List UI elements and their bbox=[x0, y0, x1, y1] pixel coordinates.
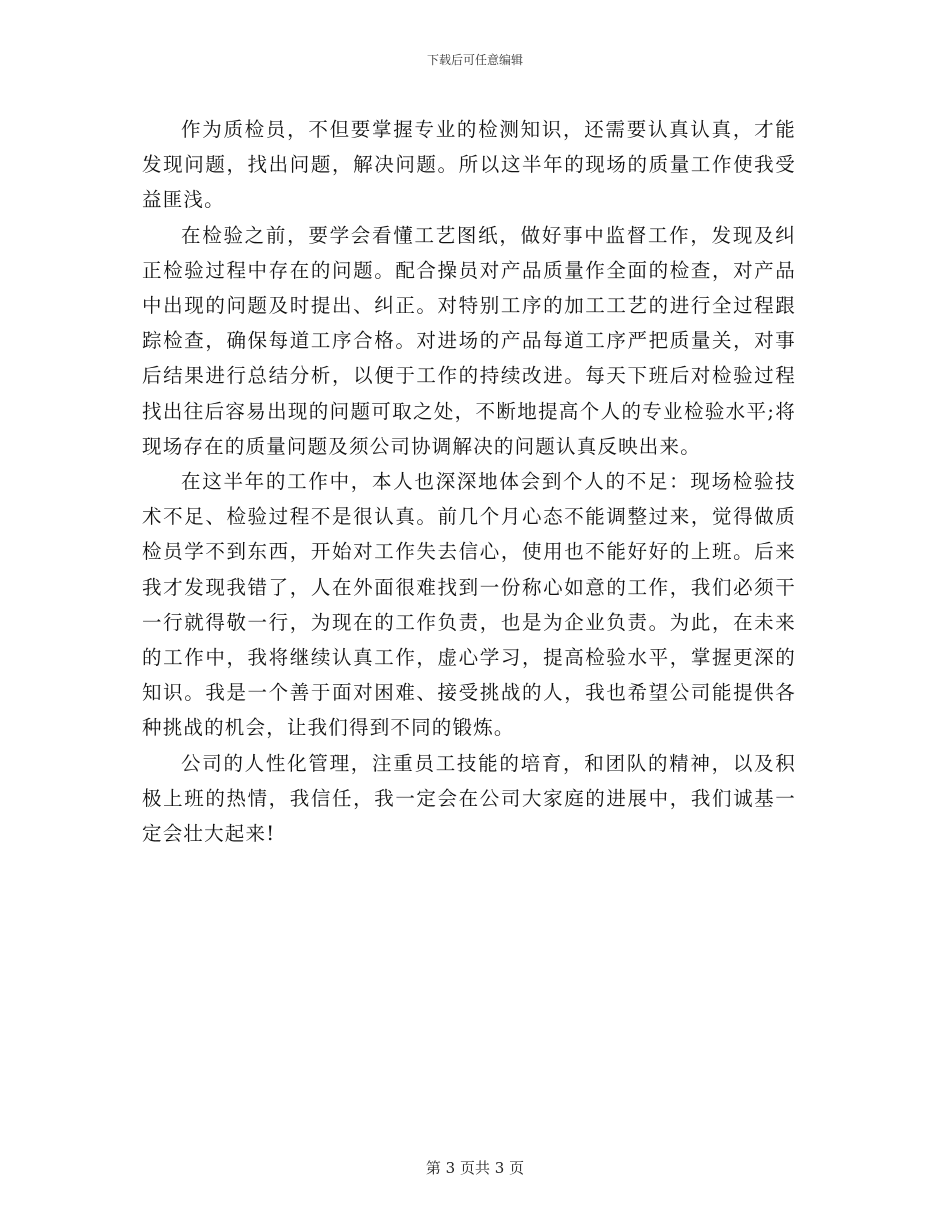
paragraph-3: 在这半年的工作中，本人也深深地体会到个人的不足：现场检验技术不足、检验过程不是很认真。前几个月心态不能调整过来，觉得做质检员学不到东西，开始对工作失去信心，使用也不能好好的上班。后来我才发现我错了，人在外面很难找到一份称心如意的工作，我们必须干一行就得敬一行，为现在的工作负责，也是为企业负责。为此，在未来的工作中，我将继续认真工作，虚心学习，提高检验水平，掌握更深的知识。我是一个善于面对困难、接受挑战的人，我也希望公司能提供各种挑战的机会，让我们得到不同的锻炼。 bbox=[142, 470, 796, 740]
document-body bbox=[142, 112, 796, 851]
page-header: 下载后可任意编辑 bbox=[426, 53, 523, 67]
paragraph-4: 公司的人性化管理，注重员工技能的培育，和团队的精神，以及积极上班的热情，我信任，我一定会在公司大家庭的进展中，我们诚基一定会壮大起来! bbox=[142, 751, 796, 846]
page-number: 第 3 页共 3 页 bbox=[425, 1159, 525, 1177]
paragraph-2: 在检验之前，要学会看懂工艺图纸，做好事中监督工作，发现及纠正检验过程中存在的问题。配合操员对产品质量作全面的检查，对产品中出现的问题及时提出、纠正。对特别工序的加工工艺的进行全过程跟踪检查，确保每道工序合格。对进场的产品每道工序严把质量关，对事后结果进行总结分析，以便于工作的持续改进。每天下班后对检验过程找出往后容易出现的问题可取之处，不断地提高个人的专业检验水平;将现场存在的质量问题及须公司协调解决的问题认真反映出来。 bbox=[142, 223, 796, 458]
paragraph-1: 作为质检员，不但要掌握专业的检测知识，还需要认真认真，才能发现问题，找出问题，解决问题。所以这半年的现场的质量工作使我受益匪浅。 bbox=[142, 118, 796, 212]
